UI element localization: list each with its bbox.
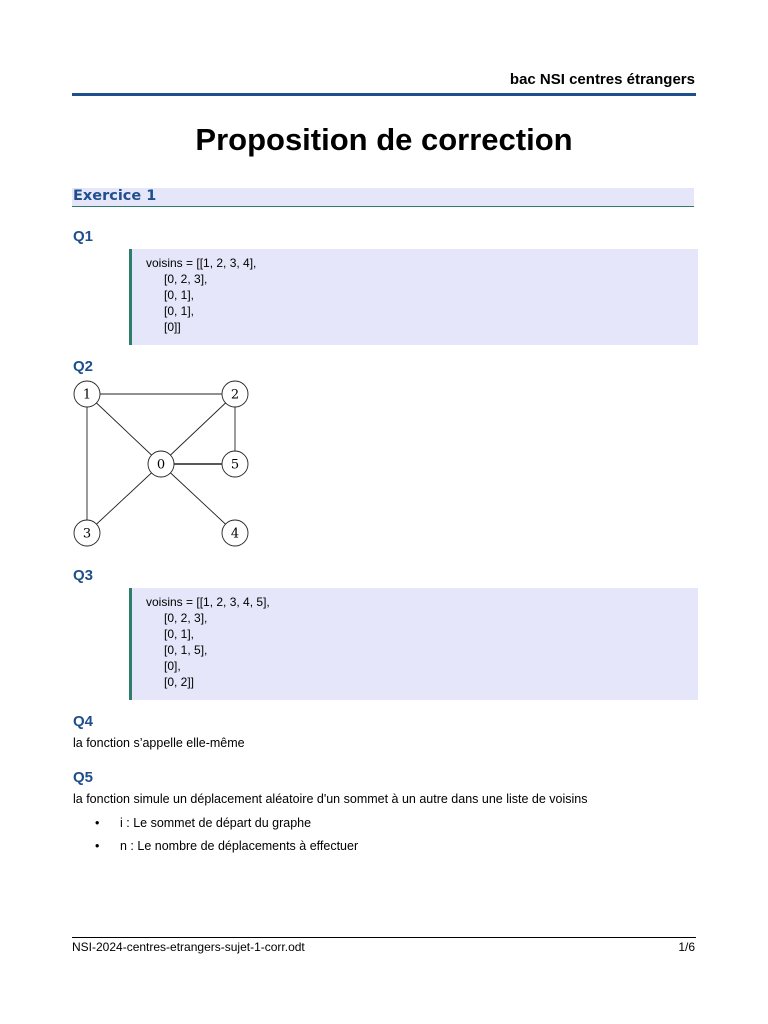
graph-node-label: 4 [230,526,240,542]
q1-label: Q1 [73,228,94,245]
graph-node-label: 2 [230,387,240,403]
code-line: [0, 2]] [164,675,195,689]
graph-edge-1-0 [87,394,161,464]
code-line: voisins = [[1, 2, 3, 4], [146,256,257,270]
bullet-icon: • [95,816,100,830]
code-line: [0, 1], [164,288,195,302]
q3-code-block [129,588,698,700]
q3-label: Q3 [73,567,94,584]
code-line: voisins = [[1, 2, 3, 4, 5], [146,595,270,609]
header-title: bac NSI centres étrangers [509,71,695,88]
q2-label: Q2 [73,358,94,375]
graph-edge-2-0 [161,394,235,464]
footer-filename: NSI-2024-centres-etrangers-sujet-1-corr.odt [72,940,305,954]
code-line: [0, 2, 3], [164,272,208,286]
graph-node-label: 0 [156,457,166,473]
code-line: [0, 1, 5], [164,643,208,657]
q4-text: la fonction s’appelle elle-même [73,736,245,750]
code-line: [0, 1], [164,304,195,318]
section-heading [72,188,694,207]
q5-text: la fonction simule un déplacement aléatoire d'un sommet à un autre dans une liste de voisins [73,792,588,806]
graph-node-label: 5 [230,457,240,473]
code-line: [0], [164,659,181,673]
graph-edge-0-3 [87,464,161,533]
code-line: [0, 1], [164,627,195,641]
graph-diagram [60,372,280,557]
q1-code-block [129,249,698,345]
graph-edge-0-4 [161,464,235,533]
header-rule [72,93,696,96]
code-line: [0, 2, 3], [164,611,208,625]
section-title: Exercice 1 [73,188,157,204]
footer-page-number: 1/6 [678,940,695,954]
page-title: Proposition de correction [195,122,573,157]
list-item-text: n : Le nombre de déplacements à effectuer [120,839,359,853]
q5-label: Q5 [73,769,94,786]
q4-label: Q4 [73,713,94,730]
graph-node-label: 3 [82,526,92,542]
footer-rule [72,937,696,938]
graph-node-label: 1 [82,387,92,403]
code-line: [0]] [164,320,181,334]
list-item-text: i : Le sommet de départ du graphe [120,816,312,830]
bullet-icon: • [95,839,100,853]
